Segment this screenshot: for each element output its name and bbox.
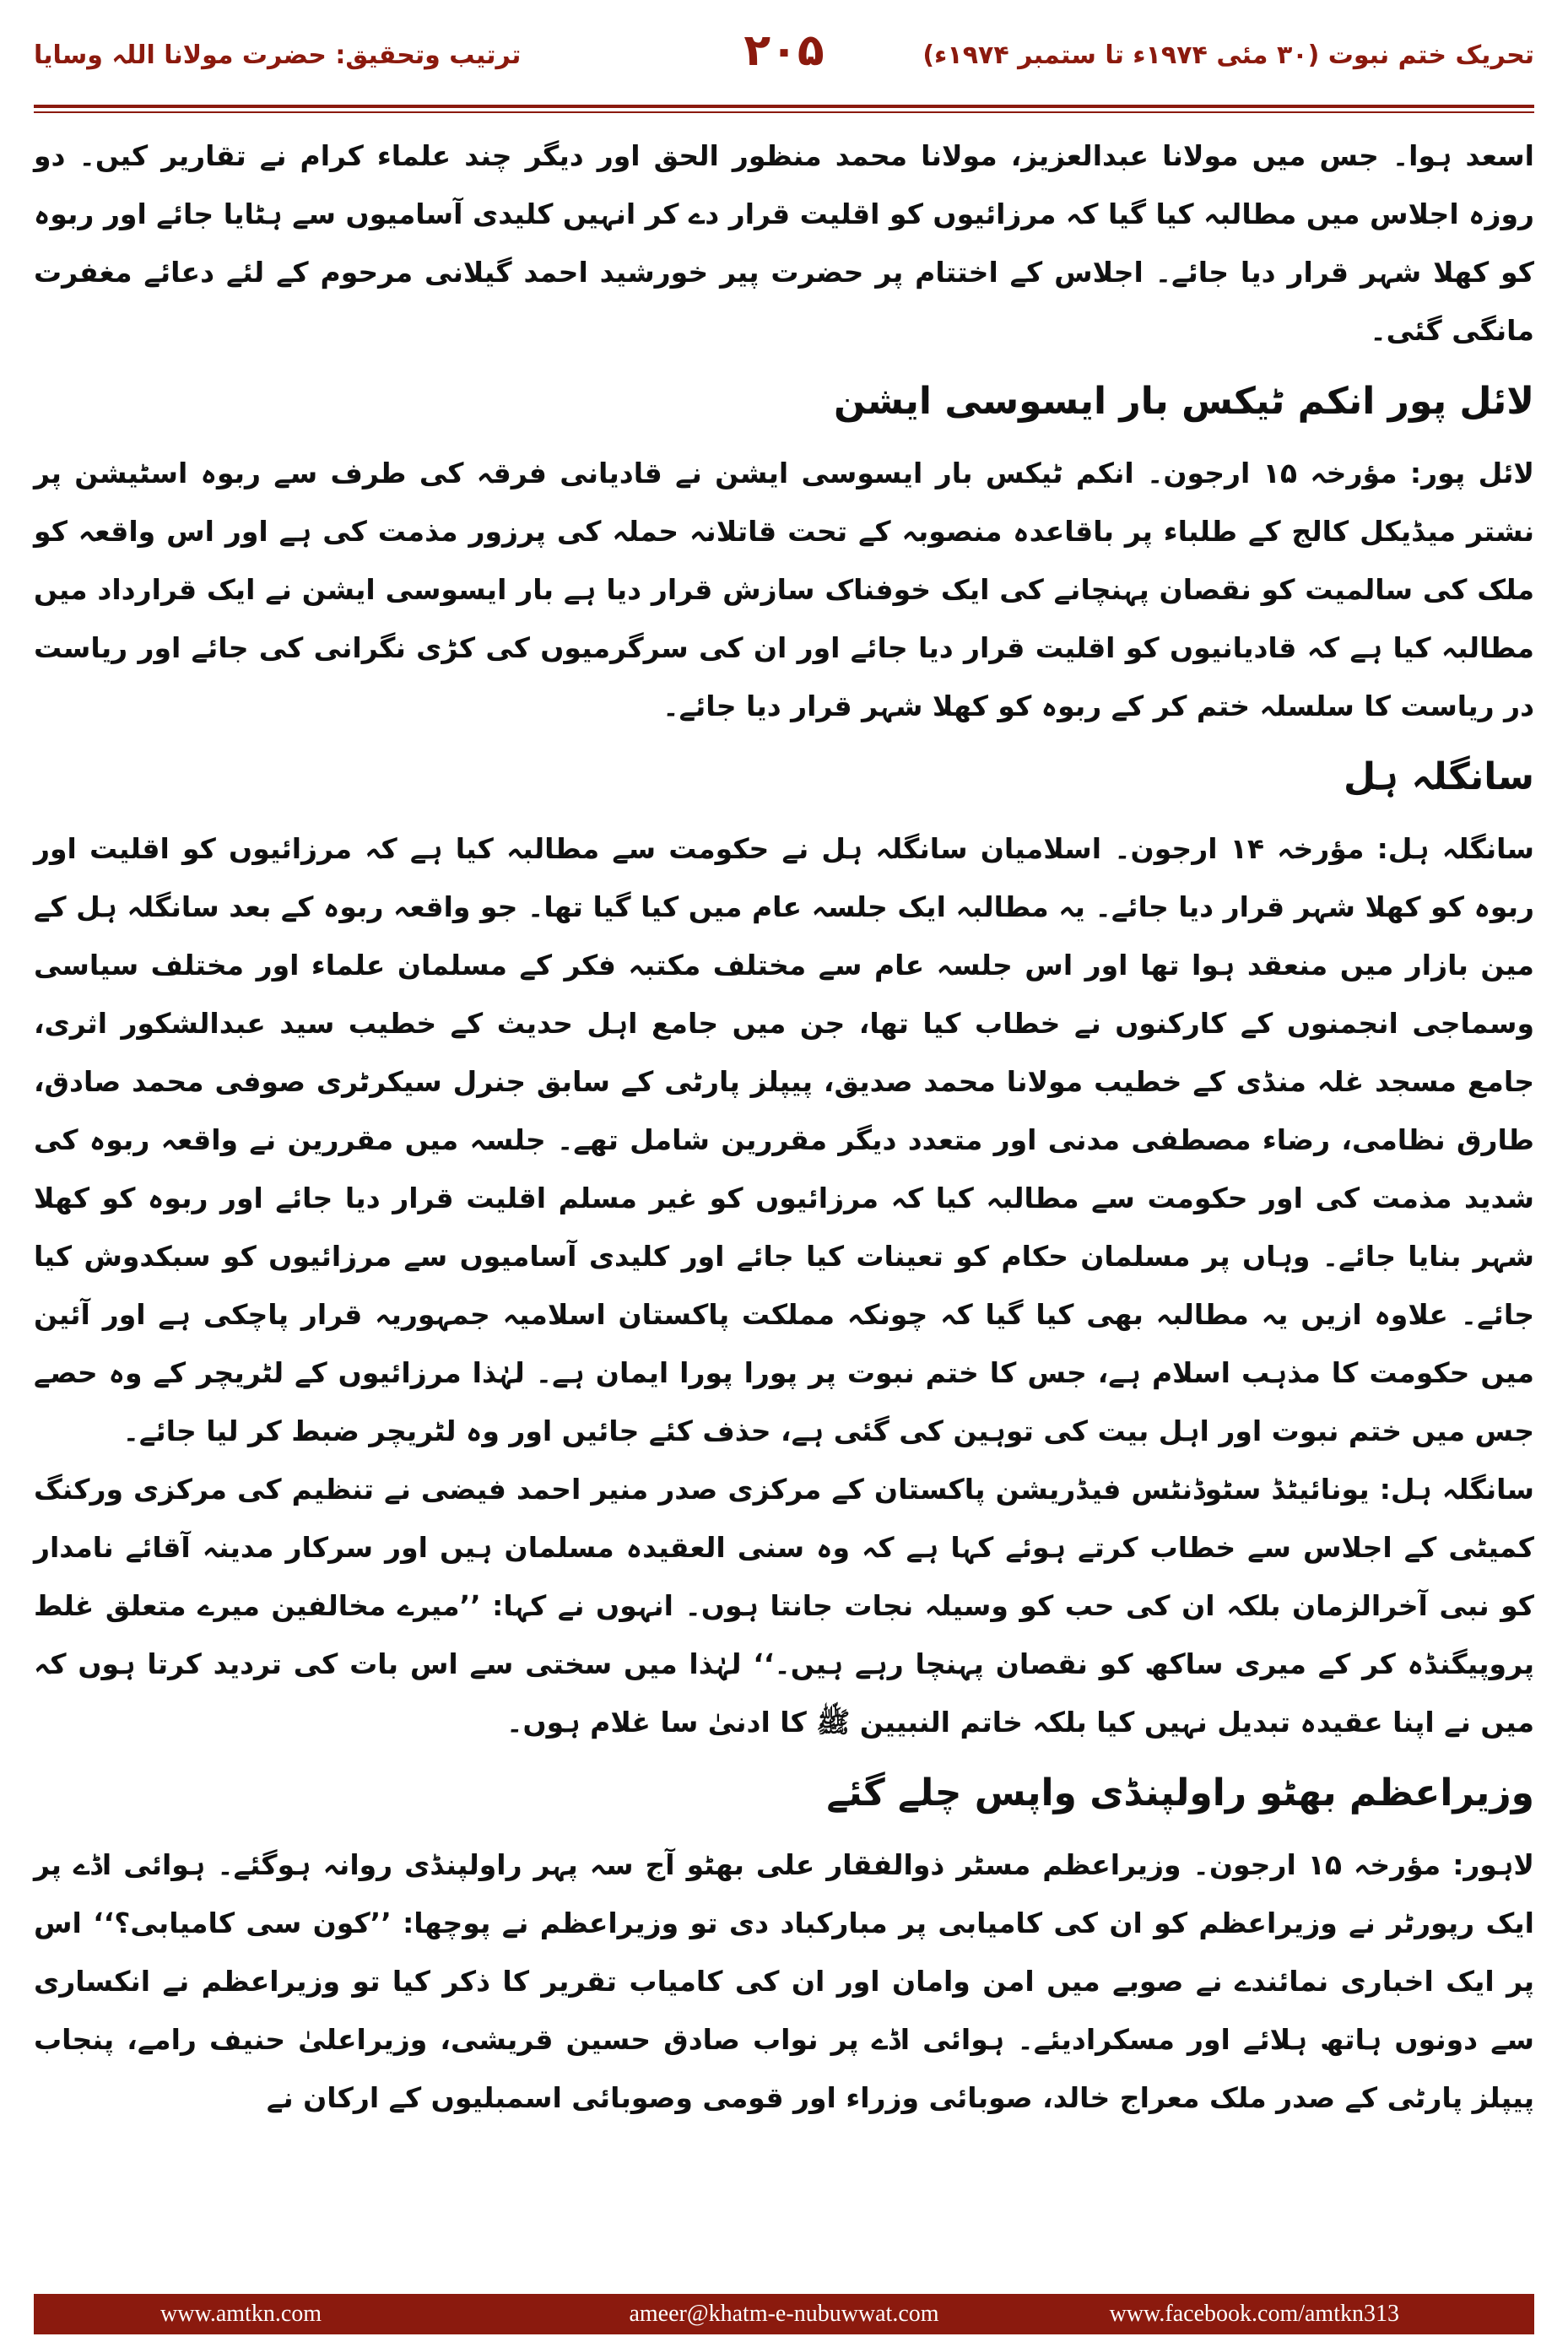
- section-heading-prime-minister: وزیراعظم بھٹو راولپنڈی واپس چلے گئے: [826, 1771, 1534, 1815]
- paragraph-sangla-hill-1: سانگلہ ہل: مؤرخہ ۱۴ ارجون۔ اسلامیان سانگلہ ہل نے حکومت سے مطالبہ کیا ہے کہ مرزائیوں کو اقلیت اور ربوہ کو کھلا شہر قرار دیا جائے۔ یہ مطالبہ ایک جلسہ عام میں کیا گیا تھا۔ جو واقعہ ربوہ کے بعد سانگلہ ہل کے مین بازار میں منعقد ہوا تھا اور اس جلسہ عام سے مختلف مکتبہ فکر کے مسلمان علماء اور مختلف سیاسی وسماجی انجمنوں کے کارکنوں نے خطاب کیا تھا، جن میں جامع اہل حدیث کے خطیب سید عبدالشکور اثری، جامع مسجد غلہ منڈی کے خطیب مولانا محمد صدیق، پیپلز پارٹی کے سابق جنرل سیکرٹری صوفی محمد صادق، طارق نظامی، رضاء مصطفی مدنی اور متعدد دیگر مقررین شامل تھے۔ جلسہ میں مقررین نے واقعہ ربوہ کی شدید مذمت کی اور حکومت سے مطالبہ کیا کہ مرزائیوں کو غیر مسلم اقلیت قرار دیا جائے اور ربوہ کو کھلا شہر بنایا جائے۔ وہاں پر مسلمان حکام کو تعینات کیا جائے اور کلیدی آسامیوں سے مرزائیوں کو سبکدوش کیا جائے۔ علاوہ ازیں یہ مطالبہ بھی کیا گیا کہ چونکہ مملکت پاکستان اسلامیہ جمہوریہ قرار پاچکی ہے اور آئین میں حکومت کا مذہب اسلام ہے، جس کا ختم نبوت پر پورا پورا ایمان ہے۔ لہٰذا مرزائیوں کے لٹریچر کے وہ حصے جس میں ختم نبوت اور اہل بیت کی توہین کی گئی ہے، حذف کئے جائیں اور وہ لٹریچر ضبط کر لیا جائے۔: [34, 832, 1534, 1447]
- section-heading-lyallpur: لائل پور انکم ٹیکس بار ایسوسی ایشن: [834, 380, 1534, 423]
- footer-facebook-link[interactable]: www.facebook.com/amtkn313: [1109, 2301, 1399, 2327]
- book-title: تحریک ختم نبوت (۳۰ مئی ۱۹۷۴ء تا ستمبر ۱۹۷۴ء): [922, 41, 1534, 70]
- page-body: [34, 127, 1534, 2127]
- paragraph-prime-minister: لاہور: مؤرخہ ۱۵ ارجون۔ وزیراعظم مسٹر ذوالفقار علی بھٹو آج سہ پہر راولپنڈی روانہ ہوگئے۔ ہوائی اڈے پر ایک رپورٹر نے وزیراعظم کو ان کی کامیابی پر مبارکباد دی تو وزیراعظم نے پوچھا: ’’کون سی کامیابی؟‘‘ اس پر ایک اخباری نمائندے نے صوبے میں امن وامان اور ان کی کامیاب تقریر کا ذکر کیا تو وزیراعظم نے انکساری سے دونوں ہاتھ ہلائے اور مسکرادیئے۔ ہوائی اڈے پر نواب صادق حسین قریشی، وزیراعلیٰ حنیف رامے، پنجاب پیپلز پارٹی کے صدر ملک معراج خالد، صوبائی وزراء اور قومی وصوبائی اسمبلیوں کے ارکان نے: [34, 1848, 1534, 2114]
- section-heading-sangla-hill: سانگلہ ہل: [1343, 755, 1534, 798]
- header-rule: [34, 105, 1534, 108]
- footer-website-link[interactable]: www.amtkn.com: [160, 2301, 322, 2327]
- footer-email-link[interactable]: ameer@khatm-e-nubuwwat.com: [629, 2301, 939, 2327]
- page-header: [34, 25, 1534, 93]
- page-footer: [34, 2294, 1534, 2334]
- intro-paragraph: اسعد ہوا۔ جس میں مولانا عبدالعزیز، مولانا محمد منظور الحق اور دیگر چند علماء کرام نے تقاریر کیں۔ دو روزہ اجلاس میں مطالبہ کیا گیا کہ مرزائیوں کو اقلیت قرار دے کر انہیں کلیدی آسامیوں سے ہٹایا جائے اور ربوہ کو کھلا شہر قرار دیا جائے۔ اجلاس کے اختتام پر حضرت پیر خورشید احمد گیلانی مرحوم کے لئے دعائے مغفرت مانگی گئی۔: [34, 139, 1534, 347]
- header-rule-thin: [34, 111, 1534, 113]
- page-number: ۲۰۵: [743, 25, 825, 76]
- compiler-credit: ترتیب وتحقیق: حضرت مولانا اللہ وسایا: [34, 41, 522, 70]
- paragraph-sangla-hill-2: سانگلہ ہل: یونائیٹڈ سٹوڈنٹس فیڈریشن پاکستان کے مرکزی صدر منیر احمد فیضی نے تنظیم کی مرکزی ورکنگ کمیٹی کے اجلاس سے خطاب کرتے ہوئے کہا ہے کہ وہ سنی العقیدہ مسلمان ہیں اور سرکار مدینہ آقائے نامدار کو نبی آخرالزمان بلکہ ان کی حب کو وسیلہ نجات جانتا ہوں۔ انہوں نے کہا: ’’میرے مخالفین میرے متعلق غلط پروپیگنڈہ کر کے میری ساکھ کو نقصان پہنچا رہے ہیں۔‘‘ لہٰذا میں سختی سے اس بات کی تردید کرتا ہوں کہ میں نے اپنا عقیدہ تبدیل نہیں کیا بلکہ خاتم النبیین ﷺ کا ادنیٰ سا غلام ہوں۔: [34, 1473, 1534, 1739]
- paragraph-lyallpur: لائل پور: مؤرخہ ۱۵ ارجون۔ انکم ٹیکس بار ایسوسی ایشن نے قادیانی فرقہ کی طرف سے ربوہ اسٹیشن پر نشتر میڈیکل کالج کے طلباء پر باقاعدہ منصوبہ کے تحت قاتلانہ حملہ کی پرزور مذمت کی ہے اور اس واقعہ کو ملک کی سالمیت کو نقصان پہنچانے کی ایک خوفناک سازش قرار دیا ہے بار ایسوسی ایشن نے ایک قرارداد میں مطالبہ کیا ہے کہ قادیانیوں کو اقلیت قرار دیا جائے اور ان کی سرگرمیوں کی کڑی نگرانی کی جائے اور ریاست در ریاست کا سلسلہ ختم کر کے ربوہ کو کھلا شہر قرار دیا جائے۔: [34, 457, 1534, 722]
